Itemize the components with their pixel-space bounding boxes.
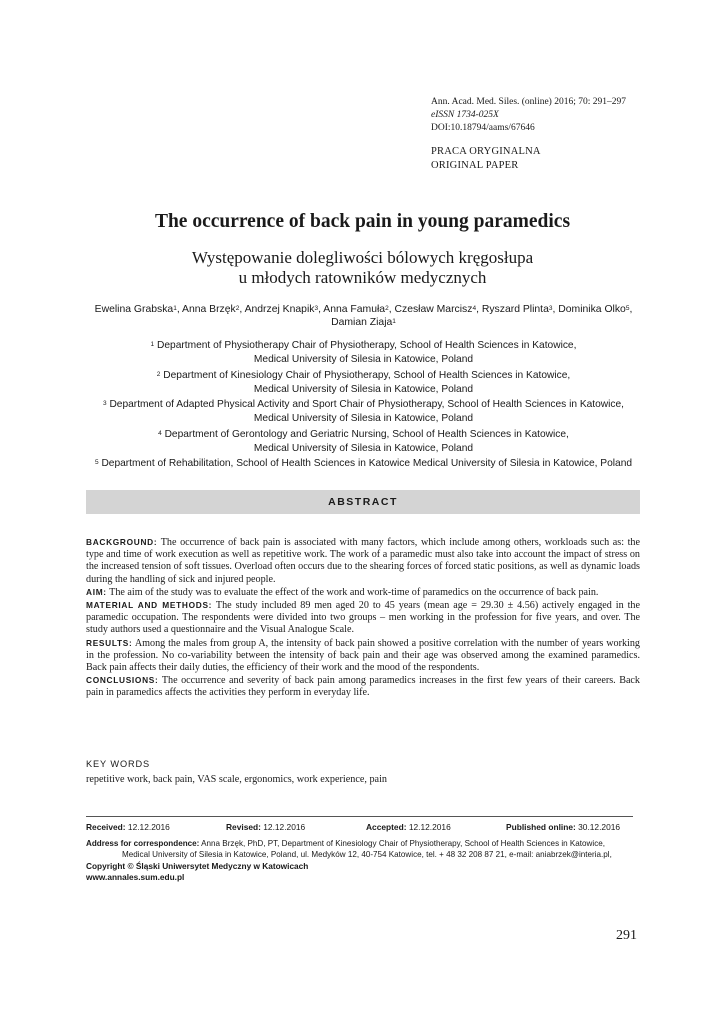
affiliation: $^1$ Department of Physiotherapy Chair of Physiotherapy, School of Health Sciences in Katowice, Medical University of Silesia in Katowice, Poland <box>150 340 577 366</box>
affiliation: $^5$ Department of Rehabilitation, School of Health Sciences in Katowice Medical University of Silesia in Katowice, Poland <box>94 458 633 470</box>
abstract-background: BACKGROUND: The occurrence of back pain is associated with many factors, which include among others, workloads such as: the type and time of work execution as well as repetitive work. The work of a paramedic must also take into account the impact of stress on the increased tension of soft tissues. Overload often occurs due to the shearing forces of forced static positions, as well as dynamic loads during the handling of sick and injured people. <box>86 537 640 585</box>
author: Ryszard Plinta$^3$ <box>481 304 553 315</box>
received-date: Received: 12.12.2016 <box>86 822 170 832</box>
abstract-aim: AIM: The aim of the study was to evaluate the effect of the work and work-time of paramedics on the occurrence of back pain. <box>86 586 599 598</box>
website-link[interactable]: www.annales.sum.edu.pl <box>86 872 185 882</box>
journal-citation-block <box>431 96 626 135</box>
paper-type-block <box>431 145 541 173</box>
published-date: Published online: 30.12.2016 <box>506 822 621 832</box>
copyright-text: Copyright © Śląski Uniwersytet Medyczny w Katowicach <box>86 861 309 871</box>
revised-date: Revised: 12.12.2016 <box>226 822 306 832</box>
abstract-heading: ABSTRACT <box>86 490 640 514</box>
page-number: 291 <box>616 928 637 943</box>
accepted-date: Accepted: 12.12.2016 <box>366 822 451 832</box>
affiliation: $^2$ Department of Kinesiology Chair of Physiotherapy, School of Health Sciences in Katowice, Medical University of Silesia in Katowice, Poland <box>156 369 571 395</box>
correspondence-address: Address for correspondence: Anna Brzęk, PhD, PT, Department of Kinesiology Chair of Physiotherapy, School of Health Sciences in Katowice, Medical University of Silesia in Katowice, Poland, ul. Medyków 12, 40-754 Katowice, tel. + 48 32 208 87 21, e-mail: aniabrzek@interia.pl, <box>86 839 612 859</box>
author: Ewelina Grabska$^1$ <box>94 304 177 315</box>
affiliation: $^3$ Department of Adapted Physical Activity and Sport Chair of Physiotherapy, School of Health Sciences in Katowice, Medical University of Silesia in Katowice, Poland <box>102 399 625 425</box>
author: Anna Famuła$^2$ <box>323 304 389 315</box>
keywords-text: repetitive work, back pain, VAS scale, ergonomics, work experience, pain <box>86 774 388 785</box>
keywords-heading: KEY WORDS <box>86 759 151 769</box>
abstract-methods: MATERIAL AND METHODS: The study included 89 men aged 20 to 45 years (mean age = 29.30 ± 4.56) actively engaged in the paramedic occupation. The respondents were divided into two groups – men working in the profession for five years, and over. The study authors used a questionnaire and the Visual Analogue Scale. <box>86 600 640 636</box>
paper-type-english: ORIGINAL PAPER <box>431 160 519 171</box>
author: Damian Ziaja$^1$ <box>331 317 396 328</box>
abstract-results: RESULTS: Among the males from group A, the intensity of back pain showed a positive correlation with the number of years working in the profession. No co-variability between the intensity of back pain and their age was observed among the examined paramedics. Back pain affects their daily duties, the efficiency of their work and the mood of the respondents. <box>86 637 640 674</box>
copyright-block <box>86 861 308 883</box>
author: Czesław Marcisz$^4$ <box>394 304 477 315</box>
affiliation-list <box>86 339 641 473</box>
paper-title: The occurrence of back pain in young paramedics <box>154 211 571 232</box>
subtitle-line-2: u młodych ratowników medycznych <box>238 268 487 287</box>
footer-divider <box>86 816 633 817</box>
paper-subtitle <box>0 248 725 288</box>
journal-citation: Ann. Acad. Med. Siles. (online) 2016; 70: 291–297 <box>431 97 626 107</box>
author: Andrzej Knapik$^3$ <box>244 304 319 315</box>
affiliation: $^4$ Department of Gerontology and Geriatric Nursing, School of Health Sciences in Katowice, Medical University of Silesia in Katowice, Poland <box>158 428 569 455</box>
paper-type-polish: PRACA ORYGINALNA <box>431 146 541 157</box>
author: Anna Brzęk$^2$ <box>182 304 240 315</box>
author: Dominika Olko$^5$ <box>558 304 630 315</box>
subtitle-line-1: Występowanie dolegliwości bólowych kręgosłupa <box>191 248 534 267</box>
journal-eissn: eISSN 1734-025X <box>431 110 499 120</box>
abstract-body <box>86 536 640 700</box>
journal-doi: DOI:10.18794/aams/67646 <box>431 123 535 133</box>
author-list: Ewelina Grabska$^1$, Anna Brzęk$^2$, Andrzej Knapik$^3$, Anna Famuła$^2$, Czesław Marcisz$^4$, Ryszard Plinta$^3$, Dominika Olko$^5$, Damian Ziaja$^1$ <box>94 304 633 328</box>
abstract-conclusions: CONCLUSIONS: The occurrence and severity of back pain among paramedics increases in the first few years of their careers. Back pain in paramedics affects the activities they perform in everyday life. <box>86 675 640 699</box>
